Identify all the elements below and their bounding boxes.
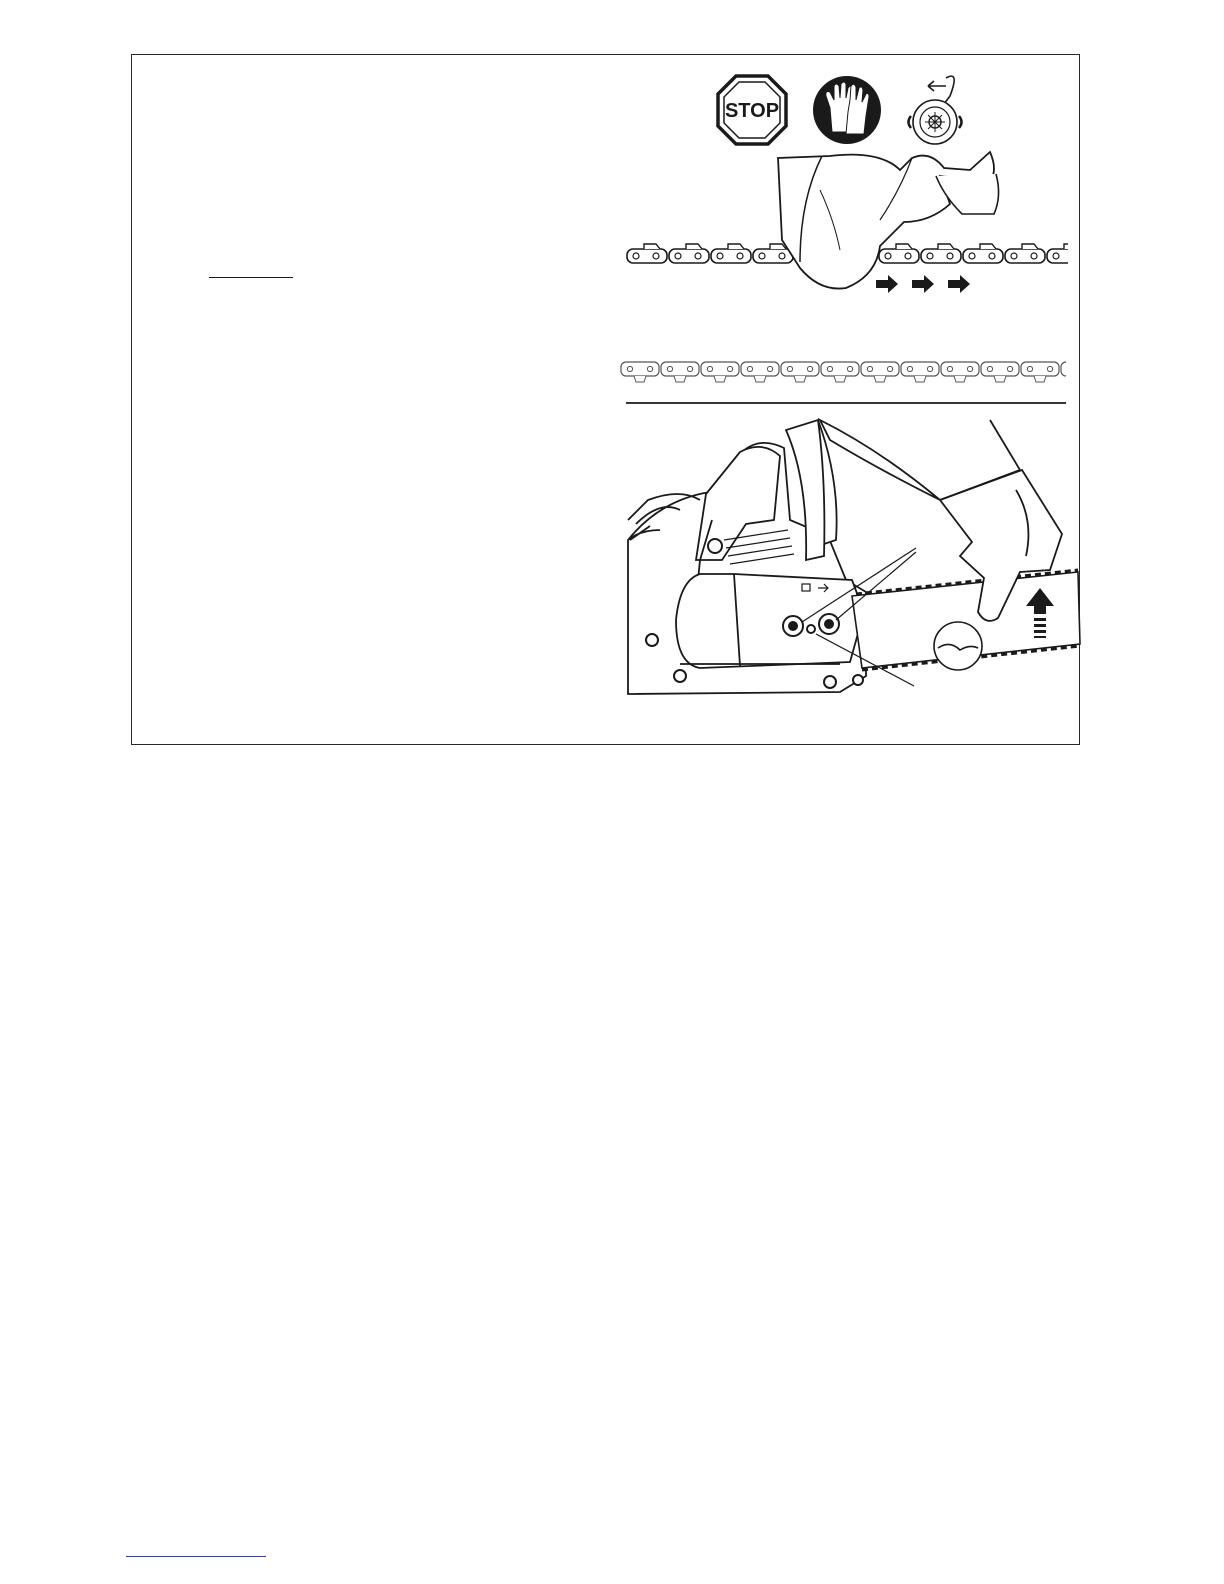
chain-brake-icon	[909, 76, 962, 144]
stop-sign-text: STOP	[724, 100, 780, 122]
footer-link-underline[interactable]	[126, 1556, 266, 1557]
chain-side-view	[620, 358, 1066, 384]
gloves-icon	[813, 76, 881, 144]
chain-direction-arrow-icons	[876, 275, 970, 293]
chain-tension-illustration	[0, 0, 1224, 760]
stop-sign-icon	[718, 76, 786, 144]
